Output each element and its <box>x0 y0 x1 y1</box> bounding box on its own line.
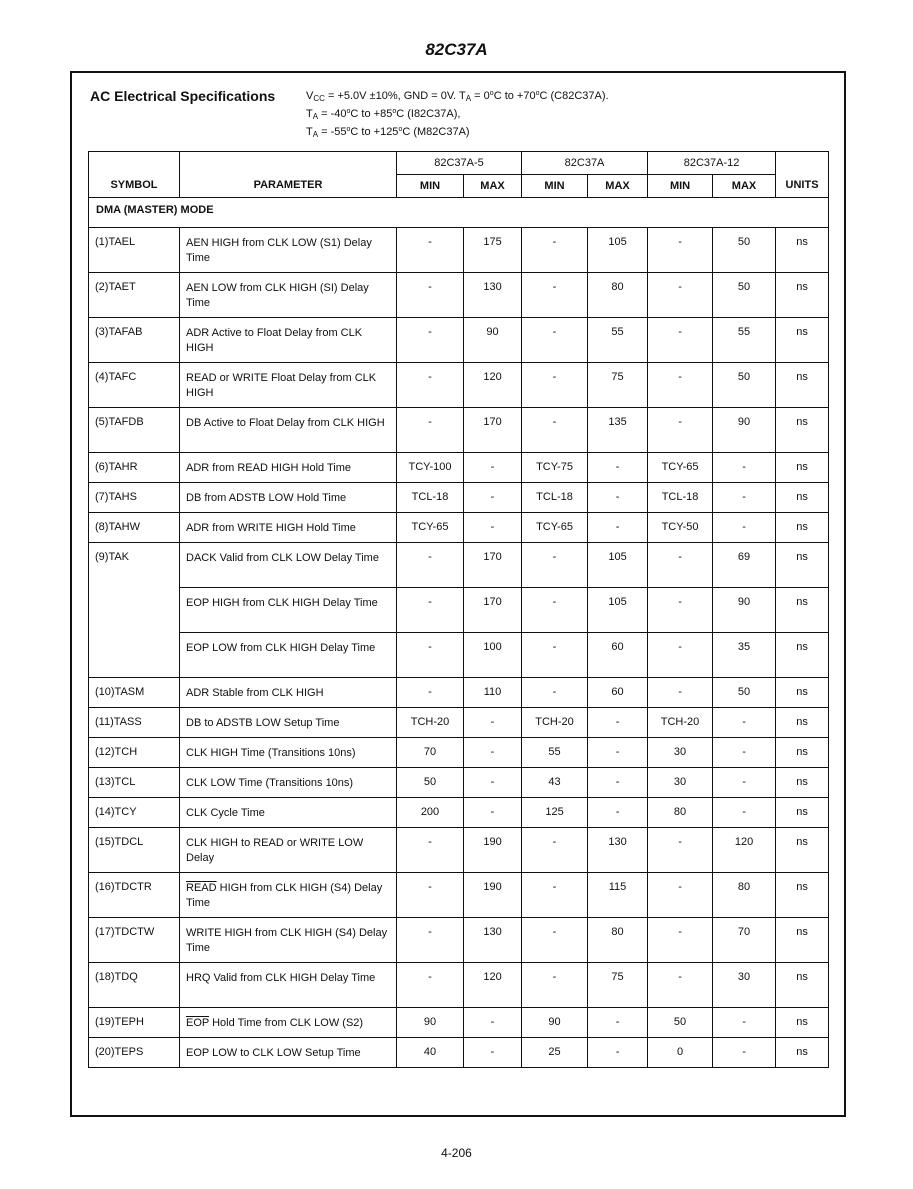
max-value-cell: 55 <box>713 318 776 363</box>
min-value-cell: - <box>648 318 713 363</box>
min-value-cell: 0 <box>648 1038 713 1068</box>
units-cell: ns <box>776 963 829 1008</box>
spec-heading: AC Electrical Specifications <box>90 88 276 104</box>
max-value-cell: 130 <box>464 918 522 963</box>
symbol-cell: (14)TCY <box>89 798 180 828</box>
parameter-text: CLK LOW Time (Transitions 10ns) <box>186 777 354 789</box>
min-value-cell: TCY-50 <box>648 513 713 543</box>
max-value-cell: - <box>464 708 522 738</box>
parameter-text: DB Active to Float Delay from CLK HIGH <box>186 417 385 429</box>
max-value-cell: 70 <box>713 918 776 963</box>
symbol-cell: (8)TAHW <box>89 513 180 543</box>
symbol-cell: (7)TAHS <box>89 483 180 513</box>
min-value-cell: - <box>648 828 713 873</box>
max-value-cell: - <box>464 483 522 513</box>
parameter-text: AEN HIGH from CLK LOW (S1) Delay Time <box>186 237 372 264</box>
table-row <box>89 738 829 768</box>
header-max: MAX <box>464 175 522 198</box>
header-group-82c37a-12: 82C37A-12 <box>648 152 776 175</box>
max-value-cell: 50 <box>713 228 776 273</box>
max-value-cell: - <box>464 798 522 828</box>
min-value-cell: 40 <box>397 1038 464 1068</box>
units-cell: ns <box>776 513 829 543</box>
min-value-cell: 125 <box>522 798 588 828</box>
parameter-text: ADR Active to Float Delay from CLK HIGH <box>186 327 363 354</box>
max-value-cell: - <box>713 483 776 513</box>
table-row <box>89 588 829 633</box>
max-value-cell: 110 <box>464 678 522 708</box>
parameter-cell <box>180 1008 397 1038</box>
min-value-cell: - <box>522 873 588 918</box>
min-value-cell: 30 <box>648 768 713 798</box>
parameter-cell <box>180 453 397 483</box>
parameter-text: DB to ADSTB LOW Setup Time <box>186 717 340 729</box>
max-value-cell: 135 <box>588 408 648 453</box>
min-value-cell: - <box>648 873 713 918</box>
symbol-cell: (19)TEPH <box>89 1008 180 1038</box>
max-value-cell: 75 <box>588 363 648 408</box>
header-units: UNITS <box>776 152 829 198</box>
min-value-cell: - <box>397 678 464 708</box>
max-value-cell: 105 <box>588 588 648 633</box>
parameter-cell <box>180 963 397 1008</box>
max-value-cell: 115 <box>588 873 648 918</box>
conditions-line-2: $T_A = -40^oC$ to $+85^oC$ (I82C37A), <box>306 108 461 121</box>
units-cell: ns <box>776 768 829 798</box>
symbol-cell: (20)TEPS <box>89 1038 180 1068</box>
max-value-cell: 120 <box>464 363 522 408</box>
max-value-cell: - <box>464 453 522 483</box>
parameter-cell <box>180 363 397 408</box>
ac-spec-table <box>88 151 829 1068</box>
parameter-cell <box>180 318 397 363</box>
min-value-cell: - <box>397 363 464 408</box>
units-cell: ns <box>776 543 829 588</box>
table-row <box>89 798 829 828</box>
min-value-cell: - <box>522 318 588 363</box>
parameter-text: ADR from WRITE HIGH Hold Time <box>186 522 356 534</box>
units-cell: ns <box>776 738 829 768</box>
max-value-cell: 170 <box>464 588 522 633</box>
symbol-cell: (1)TAEL <box>89 228 180 273</box>
min-value-cell: 25 <box>522 1038 588 1068</box>
min-value-cell: - <box>648 408 713 453</box>
parameter-cell <box>180 1038 397 1068</box>
parameter-cell <box>180 543 397 588</box>
min-value-cell: - <box>648 228 713 273</box>
parameter-text: EOP LOW from CLK HIGH Delay Time <box>186 642 376 654</box>
min-value-cell: - <box>648 918 713 963</box>
max-value-cell: 60 <box>588 633 648 678</box>
parameter-cell <box>180 513 397 543</box>
max-value-cell: 75 <box>588 963 648 1008</box>
min-value-cell: - <box>648 963 713 1008</box>
min-value-cell: - <box>522 228 588 273</box>
table-row <box>89 708 829 738</box>
units-cell: ns <box>776 273 829 318</box>
parameter-cell <box>180 633 397 678</box>
min-value-cell: - <box>648 363 713 408</box>
parameter-cell <box>180 738 397 768</box>
max-value-cell: - <box>713 1038 776 1068</box>
table-row <box>89 1008 829 1038</box>
parameter-cell <box>180 408 397 453</box>
parameter-cell <box>180 918 397 963</box>
min-value-cell: TCY-65 <box>648 453 713 483</box>
units-cell: ns <box>776 1008 829 1038</box>
header-min: MIN <box>522 175 588 198</box>
min-value-cell: - <box>522 828 588 873</box>
symbol-cell: (10)TASM <box>89 678 180 708</box>
min-value-cell: 50 <box>648 1008 713 1038</box>
units-cell: ns <box>776 798 829 828</box>
header-parameter: PARAMETER <box>180 152 397 198</box>
min-value-cell: - <box>522 408 588 453</box>
table-row <box>89 483 829 513</box>
min-value-cell: 80 <box>648 798 713 828</box>
max-value-cell: - <box>713 738 776 768</box>
parameter-cell <box>180 798 397 828</box>
parameter-text: EOP HIGH from CLK HIGH Delay Time <box>186 597 378 609</box>
parameter-text: HIGH from CLK HIGH (S4) Delay Time <box>186 882 383 909</box>
max-value-cell: 80 <box>588 918 648 963</box>
max-value-cell: - <box>713 768 776 798</box>
parameter-text: CLK HIGH to READ or WRITE LOW Delay <box>186 837 364 864</box>
min-value-cell: TCH-20 <box>397 708 464 738</box>
conditions-line-1: $V_{CC} = +5.0V \pm 10\%$, GND = 0V. $T_A = 0^oC$ to $+70^oC$ (C82C37A). <box>306 90 609 103</box>
table-row <box>89 318 829 363</box>
units-cell: ns <box>776 918 829 963</box>
max-value-cell: 80 <box>588 273 648 318</box>
min-value-cell: TCL-18 <box>648 483 713 513</box>
min-value-cell: - <box>522 543 588 588</box>
max-value-cell: 90 <box>464 318 522 363</box>
symbol-cell: (18)TDQ <box>89 963 180 1008</box>
max-value-cell: 120 <box>713 828 776 873</box>
min-value-cell: TCY-65 <box>397 513 464 543</box>
units-cell: ns <box>776 588 829 633</box>
table-row <box>89 963 829 1008</box>
parameter-text: Hold Time from CLK LOW (S2) <box>209 1017 364 1029</box>
parameter-cell <box>180 588 397 633</box>
symbol-cell: (15)TDCL <box>89 828 180 873</box>
units-cell: ns <box>776 363 829 408</box>
min-value-cell: 43 <box>522 768 588 798</box>
max-value-cell: 90 <box>713 588 776 633</box>
symbol-cell: (4)TAFC <box>89 363 180 408</box>
max-value-cell: - <box>713 453 776 483</box>
conditions-line-3: $T_A = -55^oC$ to $+125^oC$ (M82C37A) <box>306 126 470 139</box>
max-value-cell: 30 <box>713 963 776 1008</box>
max-value-cell: - <box>713 798 776 828</box>
header-group-82c37a: 82C37A <box>522 152 648 175</box>
max-value-cell: - <box>588 1038 648 1068</box>
max-value-cell: 130 <box>464 273 522 318</box>
units-cell: ns <box>776 1038 829 1068</box>
max-value-cell: 105 <box>588 543 648 588</box>
parameter-text: DACK Valid from CLK LOW Delay Time <box>186 552 379 564</box>
min-value-cell: - <box>522 363 588 408</box>
parameter-overline-text: $\overline{EOP}$ <box>186 1017 210 1029</box>
max-value-cell: - <box>713 708 776 738</box>
parameter-cell <box>180 483 397 513</box>
units-cell: ns <box>776 708 829 738</box>
table-row <box>89 678 829 708</box>
symbol-cell: (17)TDCTW <box>89 918 180 963</box>
table-row <box>89 828 829 873</box>
symbol-cell: (9)TAK <box>89 543 180 678</box>
max-value-cell: 50 <box>713 678 776 708</box>
max-value-cell: - <box>713 1008 776 1038</box>
units-cell: ns <box>776 633 829 678</box>
symbol-cell: (5)TAFDB <box>89 408 180 453</box>
max-value-cell: - <box>588 738 648 768</box>
min-value-cell: 55 <box>522 738 588 768</box>
max-value-cell: - <box>588 483 648 513</box>
table-row <box>89 408 829 453</box>
min-value-cell: - <box>397 543 464 588</box>
symbol-cell: (6)TAHR <box>89 453 180 483</box>
max-value-cell: 120 <box>464 963 522 1008</box>
min-value-cell: 70 <box>397 738 464 768</box>
max-value-cell: - <box>464 1008 522 1038</box>
max-value-cell: 69 <box>713 543 776 588</box>
min-value-cell: 50 <box>397 768 464 798</box>
max-value-cell: 50 <box>713 273 776 318</box>
parameter-text: CLK Cycle Time <box>186 807 265 819</box>
min-value-cell: 30 <box>648 738 713 768</box>
units-cell: ns <box>776 873 829 918</box>
max-value-cell: 60 <box>588 678 648 708</box>
max-value-cell: 80 <box>713 873 776 918</box>
parameter-text: EOP LOW to CLK LOW Setup Time <box>186 1047 361 1059</box>
table-row <box>89 453 829 483</box>
units-cell: ns <box>776 228 829 273</box>
min-value-cell: 90 <box>397 1008 464 1038</box>
parameter-text: WRITE HIGH from CLK HIGH (S4) Delay Time <box>186 927 388 954</box>
min-value-cell: - <box>648 588 713 633</box>
max-value-cell: 50 <box>713 363 776 408</box>
parameter-text: HRQ Valid from CLK HIGH Delay Time <box>186 972 376 984</box>
min-value-cell: - <box>522 633 588 678</box>
min-value-cell: - <box>648 273 713 318</box>
min-value-cell: - <box>397 828 464 873</box>
min-value-cell: - <box>397 228 464 273</box>
section-dma-master-mode: DMA (MASTER) MODE <box>89 198 829 228</box>
table-row <box>89 633 829 678</box>
symbol-cell: (13)TCL <box>89 768 180 798</box>
max-value-cell: - <box>588 453 648 483</box>
parameter-text: ADR from READ HIGH Hold Time <box>186 462 352 474</box>
min-value-cell: TCY-65 <box>522 513 588 543</box>
parameter-cell <box>180 228 397 273</box>
parameter-cell <box>180 828 397 873</box>
min-value-cell: 90 <box>522 1008 588 1038</box>
max-value-cell: 35 <box>713 633 776 678</box>
max-value-cell: - <box>464 738 522 768</box>
header-min: MIN <box>397 175 464 198</box>
header-min: MIN <box>648 175 713 198</box>
table-row <box>89 918 829 963</box>
symbol-cell: (3)TAFAB <box>89 318 180 363</box>
max-value-cell: 105 <box>588 228 648 273</box>
max-value-cell: 90 <box>713 408 776 453</box>
parameter-text: DB from ADSTB LOW Hold Time <box>186 492 347 504</box>
units-cell: ns <box>776 453 829 483</box>
min-value-cell: - <box>397 918 464 963</box>
parameter-text: READ or WRITE Float Delay from CLK HIGH <box>186 372 377 399</box>
min-value-cell: - <box>522 588 588 633</box>
min-value-cell: - <box>522 678 588 708</box>
table-row <box>89 228 829 273</box>
symbol-cell: (16)TDCTR <box>89 873 180 918</box>
parameter-cell <box>180 708 397 738</box>
table-row <box>89 768 829 798</box>
max-value-cell: 100 <box>464 633 522 678</box>
min-value-cell: - <box>648 678 713 708</box>
min-value-cell: - <box>522 273 588 318</box>
min-value-cell: TCL-18 <box>522 483 588 513</box>
min-value-cell: - <box>397 408 464 453</box>
min-value-cell: - <box>397 273 464 318</box>
max-value-cell: 190 <box>464 873 522 918</box>
parameter-cell <box>180 273 397 318</box>
max-value-cell: - <box>464 768 522 798</box>
header-max: MAX <box>713 175 776 198</box>
min-value-cell: - <box>397 588 464 633</box>
header-group-82c37a-5: 82C37A-5 <box>397 152 522 175</box>
min-value-cell: - <box>397 873 464 918</box>
header-max: MAX <box>588 175 648 198</box>
units-cell: ns <box>776 828 829 873</box>
symbol-cell: (12)TCH <box>89 738 180 768</box>
min-value-cell: - <box>648 633 713 678</box>
max-value-cell: - <box>588 1008 648 1038</box>
units-cell: ns <box>776 678 829 708</box>
max-value-cell: 170 <box>464 408 522 453</box>
table-row <box>89 363 829 408</box>
units-cell: ns <box>776 318 829 363</box>
max-value-cell: 130 <box>588 828 648 873</box>
symbol-cell: (2)TAET <box>89 273 180 318</box>
min-value-cell: 200 <box>397 798 464 828</box>
max-value-cell: 170 <box>464 543 522 588</box>
min-value-cell: TCL-18 <box>397 483 464 513</box>
max-value-cell: - <box>713 513 776 543</box>
table-row <box>89 873 829 918</box>
max-value-cell: - <box>588 708 648 738</box>
min-value-cell: - <box>397 633 464 678</box>
parameter-overline-text: READ <box>186 882 217 894</box>
min-value-cell: - <box>397 963 464 1008</box>
units-cell: ns <box>776 483 829 513</box>
max-value-cell: 55 <box>588 318 648 363</box>
min-value-cell: - <box>522 963 588 1008</box>
max-value-cell: - <box>588 798 648 828</box>
max-value-cell: - <box>588 768 648 798</box>
min-value-cell: TCH-20 <box>648 708 713 738</box>
min-value-cell: - <box>522 918 588 963</box>
max-value-cell: - <box>588 513 648 543</box>
min-value-cell: TCY-100 <box>397 453 464 483</box>
parameter-text: CLK HIGH Time (Transitions 10ns) <box>186 747 356 759</box>
table-row <box>89 273 829 318</box>
max-value-cell: - <box>464 1038 522 1068</box>
min-value-cell: - <box>397 318 464 363</box>
min-value-cell: TCY-75 <box>522 453 588 483</box>
units-cell: ns <box>776 408 829 453</box>
min-value-cell: TCH-20 <box>522 708 588 738</box>
parameter-text: ADR Stable from CLK HIGH <box>186 687 324 699</box>
parameter-cell <box>180 873 397 918</box>
table-row <box>89 543 829 588</box>
parameter-cell <box>180 768 397 798</box>
table-row <box>89 513 829 543</box>
table-row <box>89 1038 829 1068</box>
min-value-cell: - <box>648 543 713 588</box>
max-value-cell: 190 <box>464 828 522 873</box>
symbol-cell: (11)TASS <box>89 708 180 738</box>
header-symbol: SYMBOL <box>89 152 180 198</box>
max-value-cell: 175 <box>464 228 522 273</box>
parameter-cell <box>180 678 397 708</box>
document-title: 82C37A <box>425 40 488 59</box>
page-number: 4-206 <box>441 1146 472 1160</box>
max-value-cell: - <box>464 513 522 543</box>
parameter-text: AEN LOW from CLK HIGH (SI) Delay Time <box>186 282 369 309</box>
